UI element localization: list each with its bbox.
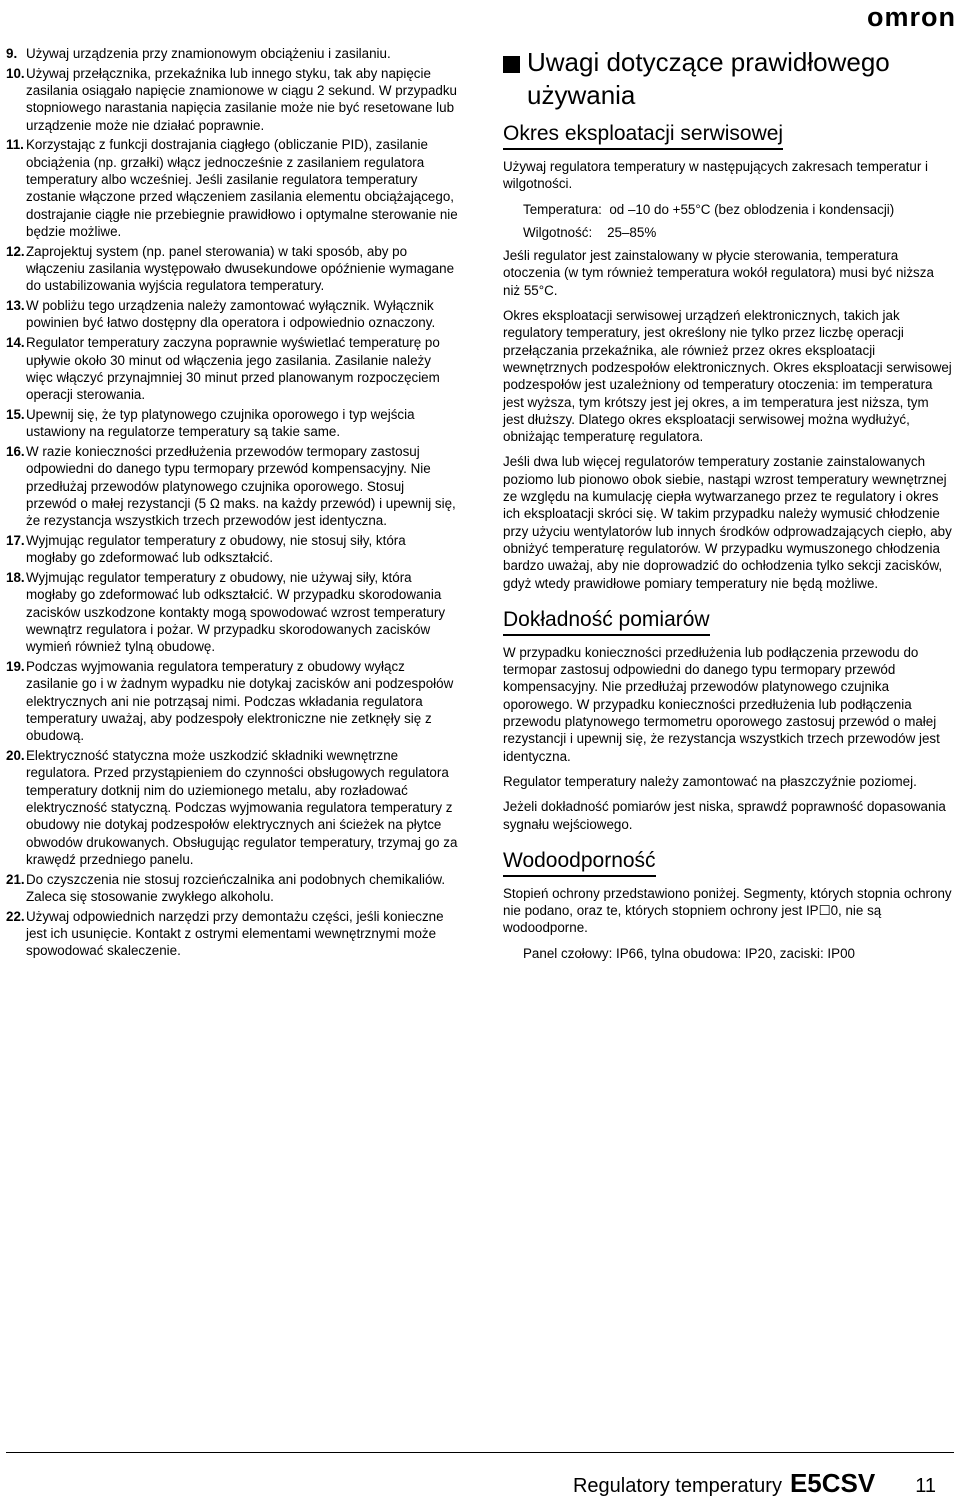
item-number: 12. [6,243,25,259]
section-heading-waterproofing: Wodoodporność [503,847,656,877]
list-item [6,569,458,655]
footer-title: Regulatory temperatury [572,1475,782,1497]
section-heading-accuracy: Dokładność pomiarów [503,606,710,636]
section-heading-service-life: Okres eksploatacji serwisowej [503,120,783,150]
right-column [503,46,953,968]
item-text: W razie konieczności przedłużenia przewodów termopary zastosuj odpowiedni do danego typu termopary przewód kompensacyjny. Nie przedłużaj przewodów platynowego czujnika oporowego. Stosuj przewód o małej rezystancji (5 Ω maks. na każdy przewód) i upewnij się, że rezystancja wszystkich trzech przewodów jest identyczna. [26,444,456,529]
paragraph: Okres eksploatacji serwisowej urządzeń elektronicznych, takich jak regulatory temperatury, jest określony nie tylko przez liczbę operacji przełączania przekaźnika, ale również przez okres eksploatacji wewnętrznych podzespołów elektronicznych. Okres eksploatacji serwisowej podzespołów jest uzależniony od temperatury otoczenia: im temperatura jest wyższa, tym krótszy jest jej okres, a im temperatura jest niższa, tym jest dłuższy. Dlatego okres eksploatacji serwisowej można wydłużyć, obniżając temperaturę regulatora. [503,308,952,445]
item-text: Regulator temperatury zaczyna poprawnie wyświetlać temperaturę po upływie około 30 minut od włączenia jego zasilania. Zasilanie należy więc włączyć przynajmniej 30 minut przed planowanym rozpoczęciem operacji sterowania. [26,335,440,403]
item-text: Wyjmując regulator temperatury z obudowy, nie używaj siły, która mogłaby go zdeformować lub odkształcić. W przypadku skorodowania zacisków uszkodzone kontakty mogą spowodować wzrost temperatury wewnątrz regulatora i pożar. W przypadku skorodowanych zacisków wymień również tylną obudowę. [26,570,446,655]
item-number: 15. [6,406,25,422]
paragraph: Jeżeli dokładność pomiarów jest niska, sprawdź poprawność dopasowania sygnału wejściowego. [503,799,946,832]
paragraph: Regulator temperatury należy zamontować na płaszczyźnie poziomej. [503,773,917,789]
item-text: Wyjmując regulator temperatury z obudowy, nie stosuj siły, która mogłaby go zdeformować lub odkształcić. [26,533,406,566]
list-item [6,406,458,441]
item-text: Elektryczność statyczna może uszkodzić składniki wewnętrzne regulatora. Przed przystąpieniem do czynności obsługowych regulatora temperatury dotknij nim do uziemionego metalu, aby rozładować elektryczność statyczną. Podczas wyjmowania regulatora temperatury z obudowy nie dotykaj podzespołów elektrycznych ani ścieżek na płytce obwodów drukowanych. Obsługując regulator temperatury, trzymaj go za krawędź przedniego panelu. [26,748,458,867]
item-text: Korzystając z funkcji dostrajania ciągłego (obliczanie PID), zasilanie obciążenia (np. grzałki) włącz jednocześnie z zasilaniem regulatora temperatury albo wcześniej. Jeśli zasilanie regulatora temperatury zostanie włączone przed włączeniem zasilania elementu obciążającego, dostrajanie ciągłe nie przebiegnie prawidłowo i optymalne sterowanie nie będzie możliwe. [26,137,458,239]
item-number: 17. [6,533,25,549]
item-text: Używaj przełącznika, przekaźnika lub innego styku, tak aby napięcie zasilania osiągało napięcie znamionowe w ciągu 2 sekund. W przypadku stopniowego narastania napięcia zasilanie może nie być resetowane lub urządzenie może nie działać poprawnie. [26,65,457,133]
paragraph: Stopień ochrony przedstawiono poniżej. Segmenty, których stopnia ochrony nie podano, oraz te, których stopniem ochrony jest IP☐0, nie są wodoodporne. [503,885,952,936]
omron-logo: omron [867,2,956,32]
list-item [6,136,458,240]
list-item [6,658,458,744]
list-item [6,747,458,868]
item-number: 22. [6,908,25,924]
item-text: W pobliżu tego urządzenia należy zamontować wyłącznik. Wyłącznik powinien być łatwo dostępny dla operatora i odpowiednio oznaczony. [26,298,436,331]
page-number: 11 [915,1475,936,1497]
left-column [6,45,458,962]
main-heading [503,46,953,112]
item-number: 14. [6,335,25,351]
ip-rating-spec: Panel czołowy: IP66, tylna obudowa: IP20, zaciski: IP00 [523,945,855,961]
item-number: 18. [6,570,25,586]
item-text: Do czyszczenia nie stosuj rozcieńczalnika ani podobnych chemikaliów. Zaleca się stosowanie zwykłego alkoholu. [26,871,446,904]
list-item [6,532,458,567]
temperature-spec: Temperatura: od –10 do +55°C (bez oblodzenia i kondensacji) [523,201,895,217]
item-number: 10. [6,65,25,81]
item-number: 21. [6,871,25,887]
list-item [6,45,458,62]
list-item [6,297,458,332]
item-text: Podczas wyjmowania regulatora temperatury z obudowy wyłącz zasilanie go i w żadnym wypadku nie dotykaj zacisków ani podzespołów elektrycznych ani nie potrząsaj nimi. Podczas wkładania regulatora temperatury uważaj, aby podzespoły elektroniczne nie zetknęły się z obudową. [26,659,454,744]
humidity-spec: Wilgotność: 25–85% [523,224,657,240]
item-text: Używaj urządzenia przy znamionowym obciążeniu i zasilaniu. [26,46,391,61]
paragraph: Jeśli dwa lub więcej regulatorów temperatury zostanie zainstalowanych poziomo lub pionowo obok siebie, nastąpi wzrost temperatury wewnętrznej ze względu na kumulację ciepła wytwarzanego przez te regulatory i okres ich eksploatacji skróci się. W takim przypadku należy wymusić chłodzenie przy użyciu wentylatorów lub innych środków odprowadzających ciepło, aby obniżyć temperaturę regulatorów. W przypadku wymuszonego chłodzenia bardzo uważaj, aby nie doprowadzić do ochłodzenia tylko sekcji zacisków, gdyż wtedy prawidłowe pomiary temperatury nie będą możliwe. [503,454,952,591]
paragraph: Jeśli regulator jest zainstalowany w płycie sterowania, temperatura otoczenia (w tym również temperatura wokół regulatora) musi być niższa niż 55°C. [503,248,934,298]
list-item [6,871,458,906]
paragraph: W przypadku konieczności przedłużenia lub podłączenia przewodu do termopar zastosuj odpowiedni do danego typu termopary przewód kompensacyjny. Nie przedłużaj przewodów platynowego czujnika oporowego. W przypadku konieczności przedłużenia lub podłączenia przewodu platynowego termometru oporowego zastosuj przewód o małej rezystancji i upewnij się, że rezystancja wszystkich trzech przewodów jest identyczna. [503,644,940,764]
main-heading-text: Uwagi dotyczące prawidłowego używania [527,47,890,110]
list-item [6,243,458,295]
item-text: Upewnij się, że typ platynowego czujnika oporowego i typ wejścia ustawiony na regulatorze temperatury są takie same. [26,406,415,440]
list-item [6,334,458,403]
list-item [6,443,458,529]
item-number: 13. [6,298,25,314]
footer-divider [6,1452,954,1453]
footer-model: E5CSV [789,1468,876,1498]
item-number: 16. [6,444,25,460]
item-text: Używaj odpowiednich narzędzi przy demontażu części, jeśli konieczne jest ich usunięcie. Kontakt z ostrymi elementami wewnętrznymi może spowodować skaleczenie. [26,908,444,959]
item-number: 11. [6,137,24,153]
footer [573,1468,936,1499]
item-number: 9. [6,46,18,61]
item-number: 19. [6,659,25,675]
square-bullet-icon [503,56,520,73]
item-number: 20. [6,748,25,764]
list-item [6,65,458,134]
list-item [6,908,458,960]
item-text: Zaprojektuj system (np. panel sterowania) w taki sposób, aby po włączeniu zasilania występowało dwusekundowe opóźnienie wymagane do ustabilizowania wyjścia regulatora temperatury. [26,243,455,294]
paragraph: Używaj regulatora temperatury w następujących zakresach temperatur i wilgotności. [503,159,928,192]
